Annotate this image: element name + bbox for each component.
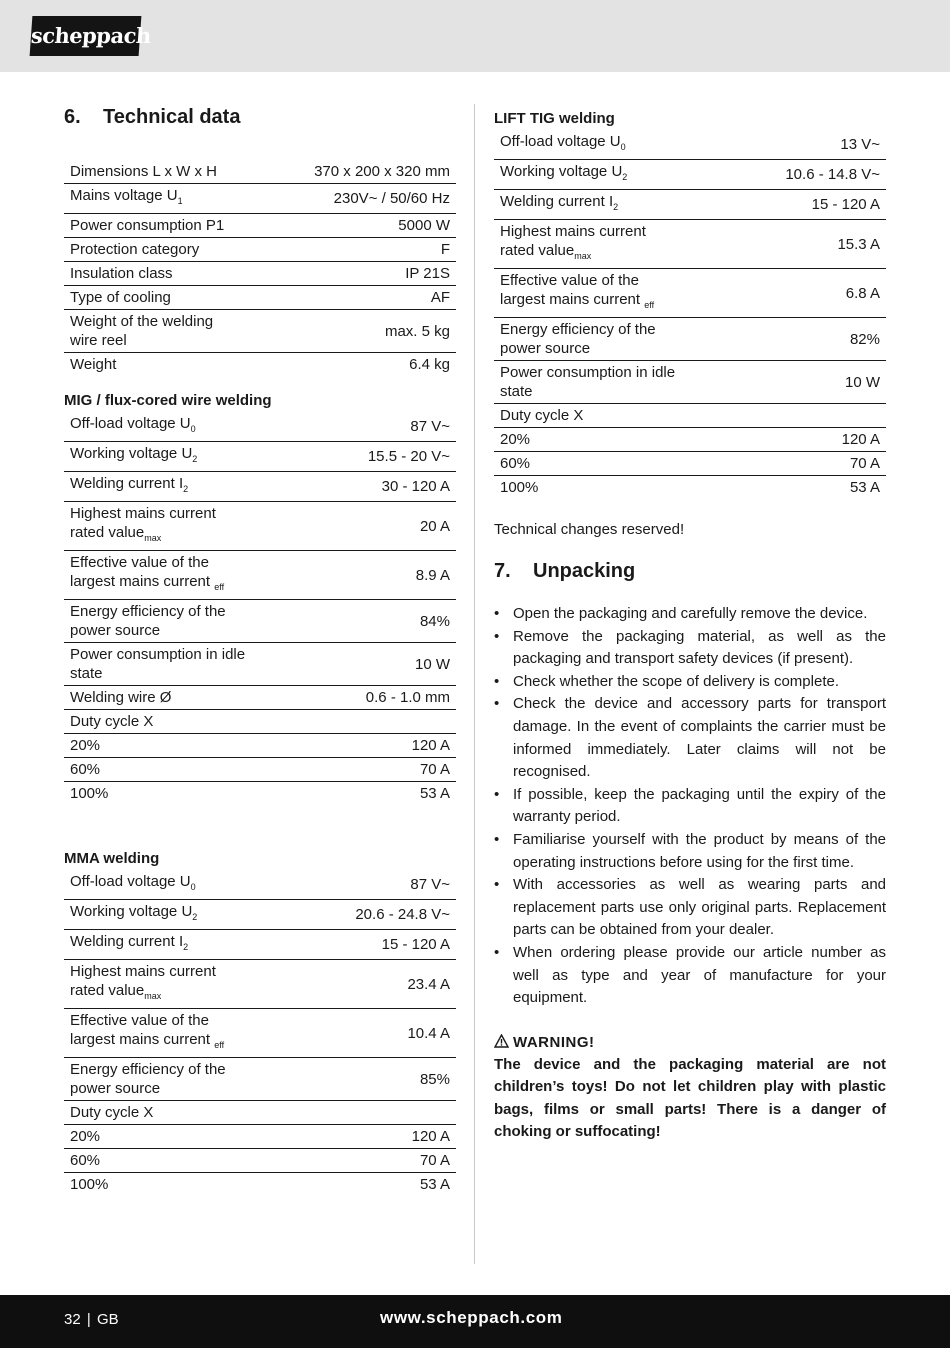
- spec-label-subscript: 0: [190, 882, 196, 892]
- spec-label-text: Effective value of the largest mains current: [500, 272, 645, 308]
- spec-row: [64, 734, 456, 758]
- spec-label-text: Off-load voltage U: [70, 415, 191, 432]
- spec-label-text: Highest mains current rated value: [70, 505, 216, 541]
- spec-row: [64, 870, 456, 900]
- spec-row: [64, 262, 456, 286]
- spec-label: [494, 476, 684, 500]
- spec-label-subscript: 2: [192, 454, 198, 464]
- spec-label-subscript: eff: [214, 582, 225, 592]
- spec-value: 53 A: [419, 785, 450, 802]
- spec-value: 120 A: [254, 734, 456, 758]
- spec-label-text: Welding current I: [70, 475, 184, 492]
- section-6-heading: [64, 106, 456, 129]
- general-spec-table: [64, 160, 456, 376]
- spec-label-text: Energy efficiency of the power source: [70, 603, 226, 639]
- spec-row: [494, 476, 886, 500]
- spec-row: [494, 361, 886, 404]
- list-item: • Remove the packaging material, as well as the packaging and transport safety devices (if present).: [494, 626, 886, 671]
- spec-value: 6.4 kg: [409, 356, 450, 373]
- spec-row: [64, 1101, 456, 1125]
- list-item: • If possible, keep the packaging until the expiry of the warranty period.: [494, 784, 886, 829]
- mma-spec-table: [64, 870, 456, 1196]
- spec-label-text: Weight: [70, 356, 117, 373]
- spec-label: [64, 1058, 254, 1101]
- spec-label-subscript: 2: [183, 942, 189, 952]
- spec-label: [64, 442, 254, 472]
- spec-label: [64, 710, 254, 734]
- column-divider: [474, 104, 475, 1264]
- website-url[interactable]: www.scheppach.com: [380, 1308, 563, 1327]
- spec-label-subscript: eff: [214, 1040, 225, 1050]
- spec-value: 23.4 A: [254, 960, 456, 1009]
- spec-label-text: Working voltage U: [500, 163, 623, 180]
- spec-row: [64, 1173, 456, 1197]
- spec-value: [254, 710, 456, 734]
- spec-label-text: Highest mains current rated value: [500, 223, 646, 259]
- spec-row: [64, 412, 456, 442]
- spec-label-text: Duty cycle X: [70, 713, 154, 730]
- spec-value: 70 A: [254, 1149, 456, 1173]
- spec-value: 87 V~: [254, 412, 456, 442]
- spec-row: [64, 502, 456, 551]
- spec-value: 70 A: [254, 758, 456, 782]
- spec-label: [494, 160, 684, 190]
- spec-label: [64, 412, 254, 442]
- spec-value: 10 W: [254, 643, 456, 686]
- spec-value: [684, 404, 886, 428]
- spec-value: 6.8 A: [684, 269, 886, 318]
- spec-value: 20 A: [254, 502, 456, 551]
- spec-label-text: Welding wire Ø: [70, 689, 172, 706]
- mig-heading: MIG / flux-cored wire welding: [64, 392, 272, 409]
- spec-value: 70 A: [684, 452, 886, 476]
- spec-label-text: Duty cycle X: [70, 1104, 154, 1121]
- list-item: • Check whether the scope of delivery is complete.: [494, 671, 886, 694]
- spec-value: 8.9 A: [254, 551, 456, 600]
- spec-label: [64, 214, 239, 238]
- spec-row: [64, 1009, 456, 1058]
- spec-label: [64, 551, 254, 600]
- spec-label: [64, 900, 254, 930]
- list-item: • With accessories as well as wearing parts and replacement parts use only original parts. Replacement parts can be obtained from your dealer.: [494, 874, 886, 942]
- left-column: [64, 106, 456, 1196]
- spec-row: [64, 960, 456, 1009]
- spec-value: 230V~ / 50/60 Hz: [239, 184, 456, 214]
- spec-label: [494, 428, 684, 452]
- spec-row: [64, 900, 456, 930]
- spec-row: [494, 190, 886, 220]
- spec-label-text: Duty cycle X: [500, 407, 584, 424]
- spec-label-subscript: eff: [644, 300, 655, 310]
- spec-label: [64, 686, 254, 710]
- spec-row: [494, 220, 886, 269]
- spec-value: 13 V~: [684, 130, 886, 160]
- spec-label: [64, 1149, 254, 1173]
- spec-label-text: 20%: [70, 737, 101, 754]
- spec-row: [64, 710, 456, 734]
- spec-label-text: Power consumption in idle state: [500, 364, 676, 400]
- mma-heading: MMA welding: [64, 850, 160, 867]
- spec-label: [64, 758, 254, 782]
- spec-row: [494, 160, 886, 190]
- page-header: [0, 0, 950, 72]
- tig-heading: LIFT TIG welding: [494, 110, 615, 127]
- spec-value: 84%: [254, 600, 456, 643]
- spec-value: [254, 1101, 456, 1125]
- spec-label: [64, 600, 254, 643]
- spec-label-text: 20%: [70, 1128, 101, 1145]
- spec-label-text: Highest mains current rated value: [70, 963, 216, 999]
- list-item: • Open the packaging and carefully remove the device.: [494, 603, 886, 626]
- section-7-heading: [494, 560, 886, 583]
- spec-row: [64, 160, 456, 184]
- spec-label-subscript: 2: [613, 202, 619, 212]
- spec-row: [64, 214, 456, 238]
- warning-heading: [494, 1034, 886, 1051]
- spec-value: 82%: [684, 318, 886, 361]
- spec-value: 15 - 120 A: [254, 930, 456, 960]
- spec-value: 5000 W: [239, 214, 456, 238]
- spec-label-text: Insulation class: [70, 265, 173, 282]
- spec-row: [64, 472, 456, 502]
- spec-row: [64, 286, 456, 310]
- spec-row: [494, 269, 886, 318]
- spec-label-text: 100%: [70, 1176, 109, 1193]
- spec-label: [64, 1173, 254, 1197]
- spec-label-text: Dimensions L x W x H: [70, 163, 217, 180]
- spec-row: [64, 184, 456, 214]
- section-title: Technical data: [103, 106, 241, 128]
- spec-label: [494, 404, 684, 428]
- spec-label: [64, 502, 254, 551]
- spec-value: 85%: [254, 1058, 456, 1101]
- spec-label: [64, 238, 239, 262]
- spec-label: [64, 782, 254, 806]
- spec-row: [494, 404, 886, 428]
- spec-label-text: Energy efficiency of the power source: [500, 321, 656, 357]
- spec-label: [494, 190, 684, 220]
- spec-value: max. 5 kg: [239, 310, 456, 353]
- spec-label-text: 60%: [70, 1152, 101, 1169]
- section-title: Unpacking: [533, 560, 636, 582]
- spec-value: 370 x 200 x 320 mm: [239, 160, 456, 184]
- warning-text: The device and the packaging material are not children’s toys! Do not let children play with plastic bags, films or small parts! There is a danger of choking or suffocating!: [494, 1055, 886, 1141]
- spec-label: [64, 286, 239, 310]
- spec-row: [64, 1125, 456, 1149]
- spec-label: [64, 184, 239, 214]
- spec-value: 15.3 A: [684, 220, 886, 269]
- spec-value: 120 A: [254, 1125, 456, 1149]
- unpacking-list: [494, 603, 886, 1010]
- spec-label-subscript: 2: [622, 172, 628, 182]
- spec-label-text: Welding current I: [500, 193, 614, 210]
- spec-row: [64, 1058, 456, 1101]
- spec-value: 15.5 - 20 V~: [254, 442, 456, 472]
- spec-label-text: Welding current I: [70, 933, 184, 950]
- spec-label-text: Weight of the welding wire reel: [70, 313, 214, 349]
- spec-label: [64, 1125, 254, 1149]
- spec-label-subscript: 0: [190, 424, 196, 434]
- section-number: 7.: [494, 560, 511, 582]
- spec-label: [64, 960, 254, 1009]
- spec-label-subscript: max: [574, 251, 592, 261]
- spec-label: [64, 353, 239, 377]
- spec-label-text: 20%: [500, 431, 531, 448]
- spec-label-text: 60%: [70, 761, 101, 778]
- page-footer: [0, 1295, 950, 1348]
- spec-value: 10 W: [684, 361, 886, 404]
- spec-value: 87 V~: [254, 870, 456, 900]
- spec-value: 120 A: [684, 428, 886, 452]
- spec-value: IP 21S: [239, 262, 456, 286]
- spec-label: [64, 870, 254, 900]
- spec-label: [64, 160, 239, 184]
- spec-row: [64, 643, 456, 686]
- spec-label-text: 60%: [500, 455, 531, 472]
- warning-icon: [494, 1034, 509, 1048]
- spec-row: [64, 353, 456, 377]
- spec-label-text: Working voltage U: [70, 445, 193, 462]
- spec-label: [64, 262, 239, 286]
- spec-row: [494, 452, 886, 476]
- spec-value: AF: [239, 286, 456, 310]
- spec-label-text: Mains voltage U: [70, 187, 178, 204]
- spec-label: [494, 130, 684, 160]
- spec-row: [64, 442, 456, 472]
- spec-label: [64, 930, 254, 960]
- spec-label: [494, 361, 684, 404]
- page-number-value: 32: [64, 1311, 81, 1328]
- spec-value: 0.6 - 1.0 mm: [254, 686, 456, 710]
- spec-label: [64, 1009, 254, 1058]
- scheppach-logo: scheppach: [30, 16, 142, 56]
- spec-value: 53 A: [419, 1176, 450, 1193]
- warning-title: WARNING!: [513, 1033, 595, 1051]
- spec-label-text: Energy efficiency of the power source: [70, 1061, 226, 1097]
- spec-label-text: Off-load voltage U: [500, 133, 621, 150]
- spec-row: [64, 600, 456, 643]
- list-item: • Familiarise yourself with the product by means of the operating instructions before using for the first time.: [494, 829, 886, 874]
- spec-label: [494, 220, 684, 269]
- spec-value: 15 - 120 A: [684, 190, 886, 220]
- language-code: GB: [96, 1311, 119, 1328]
- tig-spec-table: [494, 130, 886, 499]
- spec-row: [64, 930, 456, 960]
- list-item: • When ordering please provide our article number as well as type and year of manufacture for your equipment.: [494, 942, 886, 1010]
- spec-label: [494, 452, 684, 476]
- spec-label-subscript: max: [144, 991, 162, 1001]
- spec-label-text: Off-load voltage U: [70, 873, 191, 890]
- spec-label-text: 100%: [70, 785, 109, 802]
- section-number: 6.: [64, 106, 81, 128]
- spec-row: [64, 238, 456, 262]
- spec-label: [64, 310, 239, 353]
- spec-value: 20.6 - 24.8 V~: [254, 900, 456, 930]
- spec-value: 30 - 120 A: [254, 472, 456, 502]
- spec-label-subscript: 2: [192, 912, 198, 922]
- spec-label: [64, 472, 254, 502]
- mig-spec-table: [64, 412, 456, 805]
- spec-row: [494, 318, 886, 361]
- spec-label-subscript: max: [144, 533, 162, 543]
- spec-value: 53 A: [849, 479, 880, 496]
- spec-label-text: Effective value of the largest mains current: [70, 1012, 215, 1048]
- spec-label-text: Type of cooling: [70, 289, 171, 306]
- spec-label: [494, 318, 684, 361]
- spec-label-subscript: 2: [183, 484, 189, 494]
- spec-row: [64, 782, 456, 806]
- spec-label: [64, 1101, 254, 1125]
- spec-row: [64, 758, 456, 782]
- spec-label-text: Power consumption P1: [70, 217, 225, 234]
- spec-label-text: Effective value of the largest mains current: [70, 554, 215, 590]
- spec-label: [64, 643, 254, 686]
- page-number: 32 | GB: [64, 1311, 119, 1328]
- spec-row: [64, 686, 456, 710]
- spec-label-text: 100%: [500, 479, 539, 496]
- right-column: [494, 110, 886, 1144]
- spec-row: [494, 428, 886, 452]
- spec-label-text: Working voltage U: [70, 903, 193, 920]
- spec-label-text: Protection category: [70, 241, 200, 258]
- list-item: • Check the device and accessory parts for transport damage. In the event of complaints the carrier must be informed immediately. Later claims will not be recognised.: [494, 693, 886, 783]
- spec-row: [64, 310, 456, 353]
- spec-row: [494, 130, 886, 160]
- spec-label: [64, 734, 254, 758]
- spec-label-subscript: 0: [620, 142, 626, 152]
- spec-row: [64, 551, 456, 600]
- spec-label-text: Power consumption in idle state: [70, 646, 246, 682]
- spec-value: F: [239, 238, 456, 262]
- spec-label-subscript: 1: [177, 196, 183, 206]
- technical-changes-note: Technical changes reserved!: [494, 521, 685, 538]
- spec-label: [494, 269, 684, 318]
- spec-value: 10.4 A: [254, 1009, 456, 1058]
- spec-value: 10.6 - 14.8 V~: [684, 160, 886, 190]
- spec-row: [64, 1149, 456, 1173]
